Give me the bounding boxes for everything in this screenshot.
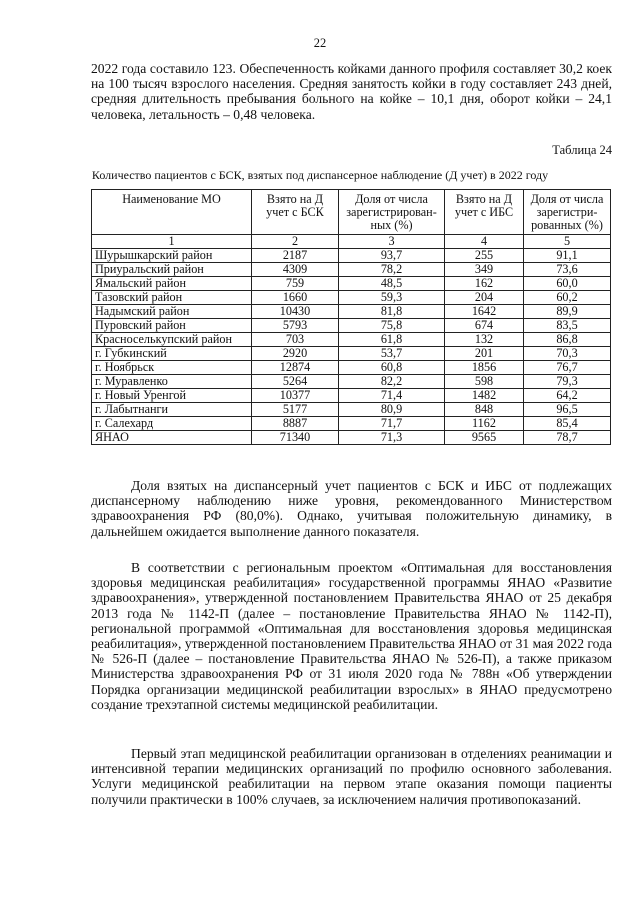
value-cell: 1482: [445, 389, 524, 403]
value-cell: 201: [445, 347, 524, 361]
value-cell: 71,7: [339, 417, 445, 431]
header-mo-name: Наименование МО: [92, 190, 252, 235]
value-cell: 759: [252, 277, 339, 291]
table-header-row: [92, 190, 611, 235]
value-cell: 2187: [252, 249, 339, 263]
table-row: [92, 431, 611, 445]
mo-name-cell: г. Губкинский: [92, 347, 252, 361]
value-cell: 4309: [252, 263, 339, 277]
value-cell: 91,1: [524, 249, 611, 263]
value-cell: 71,3: [339, 431, 445, 445]
value-cell: 70,3: [524, 347, 611, 361]
table-row: [92, 249, 611, 263]
value-cell: 73,6: [524, 263, 611, 277]
value-cell: 64,2: [524, 389, 611, 403]
value-cell: 71,4: [339, 389, 445, 403]
value-cell: 9565: [445, 431, 524, 445]
column-number: 2: [252, 235, 339, 249]
value-cell: 86,8: [524, 333, 611, 347]
table-row: [92, 305, 611, 319]
value-cell: 848: [445, 403, 524, 417]
mo-name-cell: г. Ноябрьск: [92, 361, 252, 375]
value-cell: 204: [445, 291, 524, 305]
column-number: 5: [524, 235, 611, 249]
mo-name-cell: Шурышкарский район: [92, 249, 252, 263]
value-cell: 598: [445, 375, 524, 389]
mo-name-cell: ЯНАО: [92, 431, 252, 445]
mo-name-cell: Ямальский район: [92, 277, 252, 291]
paragraph-first-stage: Первый этап медицинской реабилитации организован в отделениях реанимации и интенсивной терапии медицинских организаций по профилю основного заболевания. Услуги медицинской реабилитации на первом этапе оказания помощи пациенты получили практически в 100% случаев, за исключением наличия противопоказаний.: [91, 746, 612, 807]
table-caption: Количество пациентов с БСК, взятых под диспансерное наблюдение (Д учет) в 2022 году: [91, 168, 549, 182]
paragraph-dispensary-share: Доля взятых на диспансерный учет пациентов с БСК и ИБС от подлежащих диспансерному наблюдению ниже уровня, рекомендованного Министерством здравоохранения РФ (80,0%). Однако, учитывая положительную динамику, в дальнейшем ожидается выполнение данного показателя.: [91, 478, 612, 539]
value-cell: 59,3: [339, 291, 445, 305]
table-row: [92, 277, 611, 291]
table-row: [92, 263, 611, 277]
value-cell: 93,7: [339, 249, 445, 263]
value-cell: 255: [445, 249, 524, 263]
value-cell: 71340: [252, 431, 339, 445]
value-cell: 2920: [252, 347, 339, 361]
value-cell: 8887: [252, 417, 339, 431]
value-cell: 1162: [445, 417, 524, 431]
value-cell: 78,7: [524, 431, 611, 445]
table-row: [92, 417, 611, 431]
mo-name-cell: г. Новый Уренгой: [92, 389, 252, 403]
patients-table: [91, 189, 611, 445]
header-ibs-count: Взято на Д учет с ИБС: [445, 190, 524, 235]
value-cell: 10377: [252, 389, 339, 403]
value-cell: 96,5: [524, 403, 611, 417]
mo-name-cell: Пуровский район: [92, 319, 252, 333]
table-row: [92, 403, 611, 417]
value-cell: 81,8: [339, 305, 445, 319]
column-number-row: [92, 235, 611, 249]
table-row: [92, 347, 611, 361]
value-cell: 80,9: [339, 403, 445, 417]
value-cell: 349: [445, 263, 524, 277]
mo-name-cell: Надымский район: [92, 305, 252, 319]
table-row: [92, 333, 611, 347]
value-cell: 5177: [252, 403, 339, 417]
value-cell: 83,5: [524, 319, 611, 333]
mo-name-cell: Приуральский район: [92, 263, 252, 277]
value-cell: 60,0: [524, 277, 611, 291]
table-label: Таблица 24: [552, 143, 612, 157]
value-cell: 53,7: [339, 347, 445, 361]
value-cell: 10430: [252, 305, 339, 319]
intro-paragraph: 2022 года составило 123. Обеспеченность койками данного профиля составляет 30,2 коек на 100 тысяч взрослого населения. Средняя занятость койки в году составляет 243 дней, средняя длительность пребывания больного на койке – 10,1 дня, оборот койки – 24,1 человека, летальность – 0,48 человека.: [91, 61, 612, 122]
mo-name-cell: г. Муравленко: [92, 375, 252, 389]
table-row: [92, 389, 611, 403]
value-cell: 5793: [252, 319, 339, 333]
mo-name-cell: г. Салехард: [92, 417, 252, 431]
value-cell: 61,8: [339, 333, 445, 347]
value-cell: 5264: [252, 375, 339, 389]
table-row: [92, 375, 611, 389]
value-cell: 60,8: [339, 361, 445, 375]
table-row: [92, 291, 611, 305]
header-bsk-count: Взято на Д учет с БСК: [252, 190, 339, 235]
mo-name-cell: Тазовский район: [92, 291, 252, 305]
table-row: [92, 319, 611, 333]
header-bsk-share: Доля от числа зарегистрирован-ных (%): [339, 190, 445, 235]
value-cell: 1856: [445, 361, 524, 375]
column-number: 1: [92, 235, 252, 249]
column-number: 4: [445, 235, 524, 249]
value-cell: 82,2: [339, 375, 445, 389]
paragraph-regional-project: В соответствии с региональным проектом «Оптимальная для восстановления здоровья медицинская реабилитация» государственной программы ЯНАО «Развитие здравоохранения», утвержденной постановлением Правительства ЯНАО от 25 декабря 2013 года № 1142-П (далее – постановление Правительства ЯНАО № 1142-П), региональной программой «Оптимальная для восстановления здоровья медицинская реабилитация», утвержденной постановлением Правительства ЯНАО от 31 мая 2022 года № 526-П (далее – постановление Правительства ЯНАО № 526-П), а также приказом Министерства здравоохранения РФ от 31 июля 2020 года № 788н «Об утверждении Порядка организации медицинской реабилитации взрослых» в ЯНАО предусмотрено создание трехэтапной системы медицинской реабилитации.: [91, 560, 612, 712]
page-number: 22: [313, 36, 327, 50]
value-cell: 79,3: [524, 375, 611, 389]
value-cell: 162: [445, 277, 524, 291]
header-ibs-share: Доля от числа зарегистри-рованных (%): [524, 190, 611, 235]
value-cell: 703: [252, 333, 339, 347]
value-cell: 60,2: [524, 291, 611, 305]
value-cell: 132: [445, 333, 524, 347]
value-cell: 78,2: [339, 263, 445, 277]
value-cell: 1660: [252, 291, 339, 305]
column-number: 3: [339, 235, 445, 249]
value-cell: 1642: [445, 305, 524, 319]
mo-name-cell: г. Лабытнанги: [92, 403, 252, 417]
value-cell: 85,4: [524, 417, 611, 431]
value-cell: 89,9: [524, 305, 611, 319]
value-cell: 12874: [252, 361, 339, 375]
mo-name-cell: Красноселькупский район: [92, 333, 252, 347]
value-cell: 75,8: [339, 319, 445, 333]
value-cell: 76,7: [524, 361, 611, 375]
value-cell: 48,5: [339, 277, 445, 291]
value-cell: 674: [445, 319, 524, 333]
table-row: [92, 361, 611, 375]
